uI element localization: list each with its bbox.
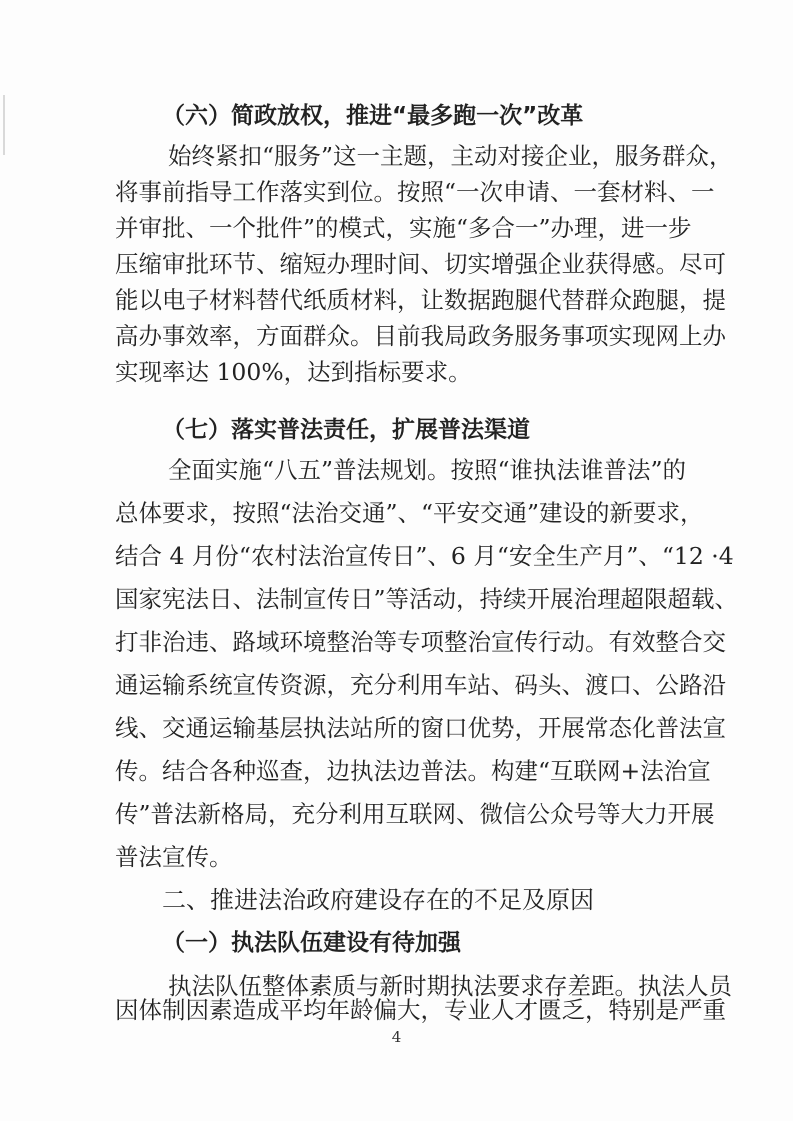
scan-edge-mark xyxy=(3,95,5,155)
section-6-line-6: 高办事效率，方面群众。目前我局政务服务事项实现网上办 xyxy=(115,322,726,350)
part-2-heading: 二、推进法治政府建设存在的不足及原因 xyxy=(162,886,594,914)
section-7-line-5: 打非治违、路域环境整治等专项整治宣传行动。有效整合交 xyxy=(115,628,726,656)
part-2-section-1-line-2: 因体制因素造成平均年龄偏大，专业人才匮乏，特别是严重 xyxy=(115,996,726,1024)
section-7-line-6: 通运输系统宣传资源，充分利用车站、码头、渡口、公路沿 xyxy=(115,671,726,699)
section-7-line-10: 普法宣传。 xyxy=(115,843,233,871)
section-7-line-8: 传。结合各种巡查，边执法边普法。构建“互联网+法治宣 xyxy=(115,757,711,785)
section-6-line-3: 并审批、一个批件”的模式，实施“多合一”办理，进一步 xyxy=(115,214,692,242)
section-7-line-3: 结合 4 月份“农村法治宣传日”、6 月“安全生产月”、“12 ·4 xyxy=(115,542,734,570)
section-6-line-2: 将事前指导工作落实到位。按照“一次申请、一套材料、一 xyxy=(115,178,715,206)
part-2-section-1-heading: （一）执法队伍建设有待加强 xyxy=(162,930,461,956)
section-7-heading: （七）落实普法责任，扩展普法渠道 xyxy=(162,417,530,443)
section-7-line-1: 全面实施“八五”普法规划。按照“谁执法谁普法”的 xyxy=(168,456,687,484)
section-6-line-7: 实现率达 100%，达到指标要求。 xyxy=(115,358,472,386)
part-2-section-1-line-1: 执法队伍整体素质与新时期执法要求存差距。执法人员 xyxy=(168,972,732,1000)
page-number: 4 xyxy=(391,1028,402,1046)
section-7-line-4: 国家宪法日、法制宣传日”等活动，持续开展治理超限超载、 xyxy=(115,585,739,613)
section-6-line-4: 压缩审批环节、缩短办理时间、切实增强企业获得感。尽可 xyxy=(115,250,726,278)
section-7-line-9: 传”普法新格局，充分利用互联网、微信公众号等大力开展 xyxy=(115,800,715,828)
section-7-line-2: 总体要求，按照“法治交通”、“平安交通”建设的新要求， xyxy=(115,499,704,527)
section-7-line-7: 线、交通运输基层执法站所的窗口优势，开展常态化普法宣 xyxy=(115,714,726,742)
section-6-heading: （六）简政放权，推进“最多跑一次”改革 xyxy=(162,103,584,129)
section-6-line-5: 能以电子材料替代纸质材料，让数据跑腿代替群众跑腿，提 xyxy=(115,286,726,314)
section-6-line-1: 始终紧扣“服务”这一主题，主动对接企业，服务群众， xyxy=(168,142,733,170)
